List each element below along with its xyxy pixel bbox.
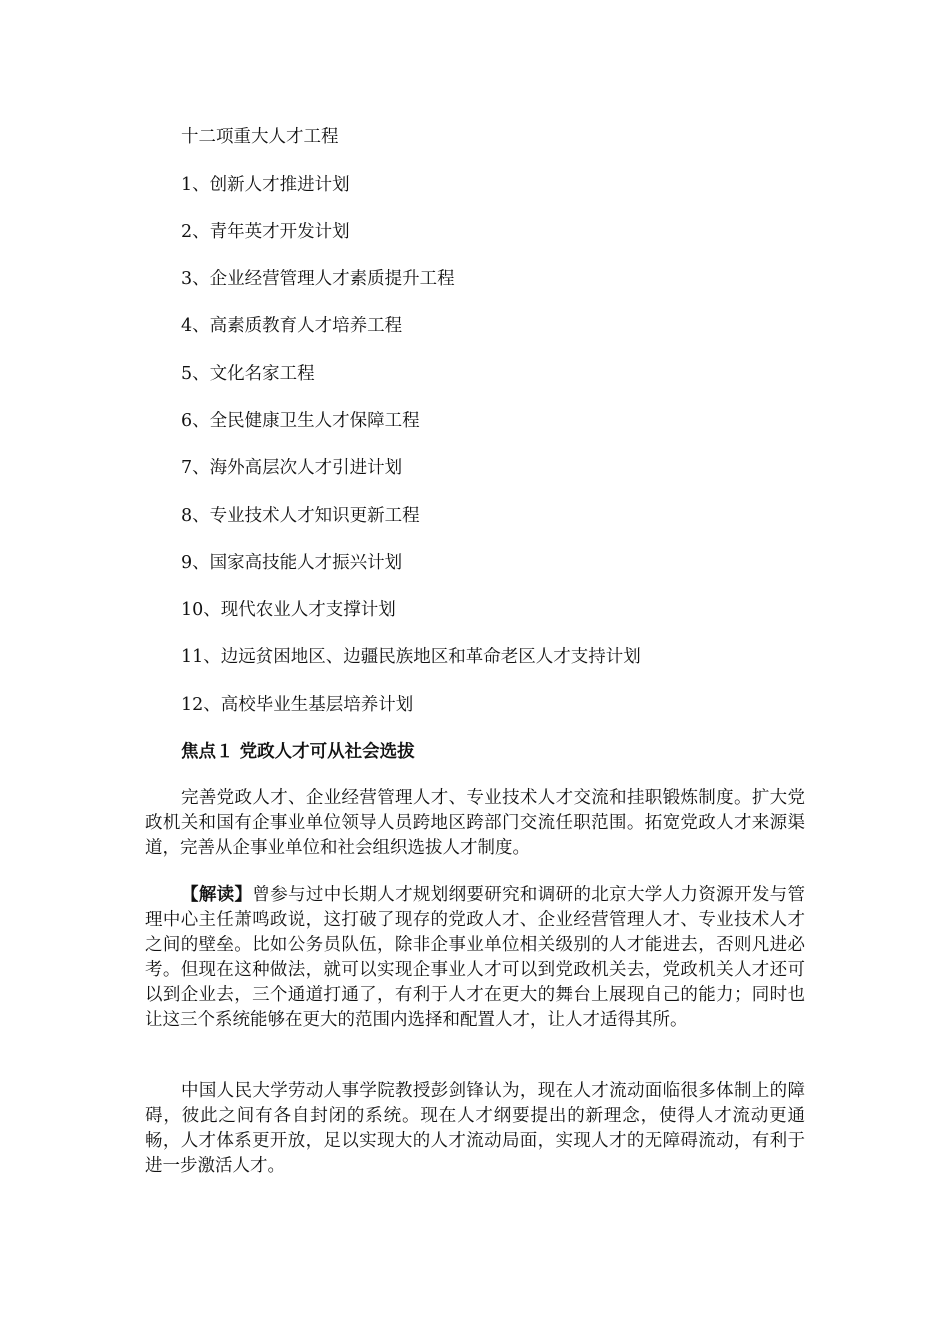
list-item: 3、企业经营管理人才素质提升工程 <box>181 269 455 289</box>
list-item: 1、创新人才推进计划 <box>181 175 350 195</box>
interpretation-text: 曾参与过中长期人才规划纲要研究和调研的北京大学人力资源开发与管理中心主任萧鸣政说，这打破了现存的党政人才、企业经营管理人才、专业技术人才之间的壁垒。比如公务员队伍，除非企事业单位相关级别的人才能进去，否则凡进必考。但现在这种做法，就可以实现企事业人才可以到党政机关去，党政机关人才还可以到企业去，三个通道打通了，有利于人才在更大的舞台上展现自己的能力；同时也让这三个系统能够在更大的范围内选择和配置人才，让人才适得其所。 <box>145 885 806 1030</box>
list-item: 11、边远贫困地区、边疆民族地区和革命老区人才支持计划 <box>181 647 641 667</box>
list-item: 10、现代农业人才支撑计划 <box>181 600 396 620</box>
list-item: 7、海外高层次人才引进计划 <box>181 458 403 478</box>
list-item: 5、文化名家工程 <box>181 364 315 384</box>
list-item: 6、全民健康卫生人才保障工程 <box>181 411 420 431</box>
list-item: 12、高校毕业生基层培养计划 <box>181 695 414 715</box>
list-item: 8、专业技术人才知识更新工程 <box>181 506 420 526</box>
focus-body-paragraph: 完善党政人才、企业经营管理人才、专业技术人才交流和挂职锻炼制度。扩大党政机关和国有企事业单位领导人员跨地区跨部门交流任职范围。拓宽党政人才来源渠道，完善从企事业单位和社会组织选拔人才制度。 <box>145 788 805 858</box>
comment-paragraph: 中国人民大学劳动人事学院教授彭剑锋认为，现在人才流动面临很多体制上的障碍，彼此之间有各自封闭的系统。现在人才纲要提出的新理念，使得人才流动更通畅，人才体系更开放，足以实现大的人才流动局面，实现人才的无障碍流动，有利于进一步激活人才。 <box>145 1081 805 1176</box>
list-item: 4、高素质教育人才培养工程 <box>181 316 403 336</box>
list-item: 9、国家高技能人才振兴计划 <box>181 553 403 573</box>
list-item: 2、青年英才开发计划 <box>181 222 350 242</box>
list-title: 十二项重大人才工程 <box>181 127 339 147</box>
interpretation-tag: 【解读】 <box>181 885 253 905</box>
focus-heading: 焦点１ 党政人才可从社会选拔 <box>181 742 415 762</box>
interpretation-paragraph <box>145 883 805 1033</box>
